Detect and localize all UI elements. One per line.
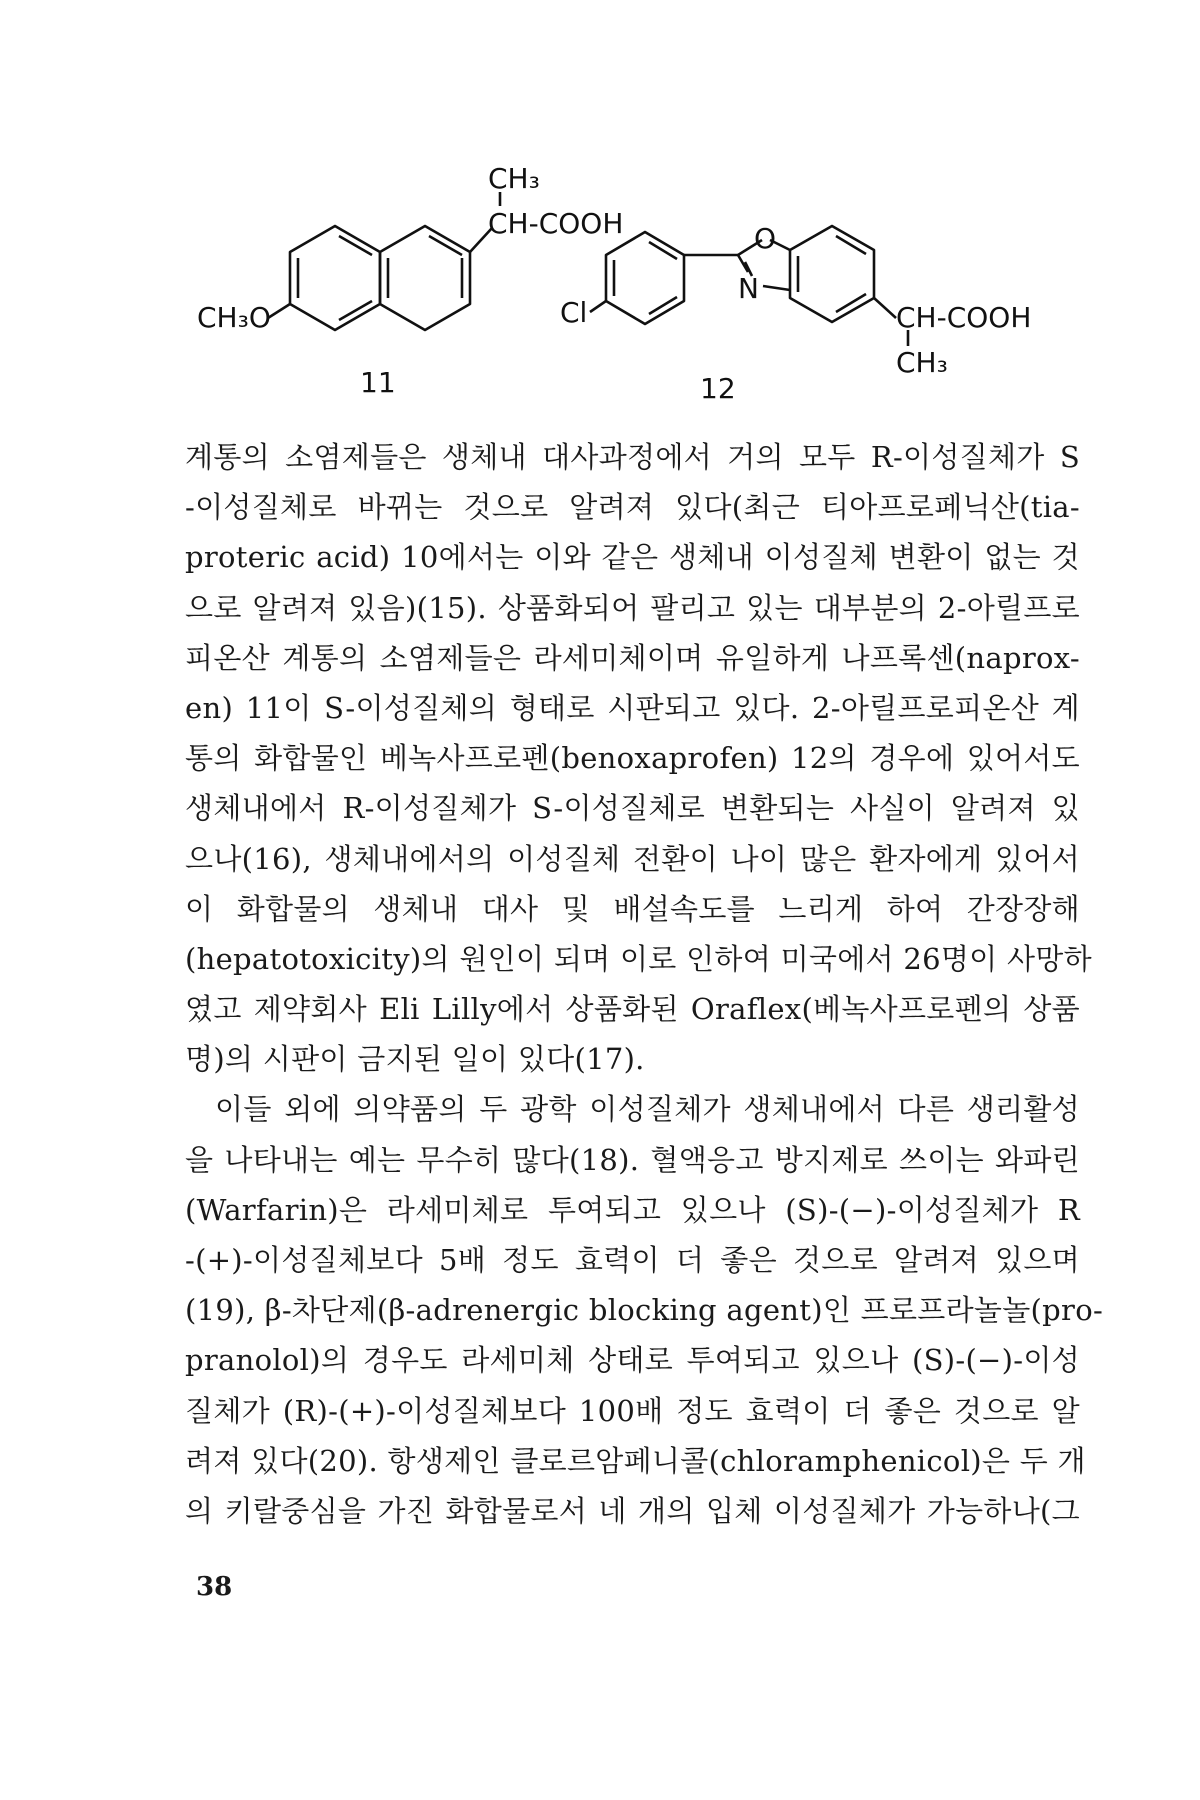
text-line: (hepatotoxicity)의 원인이 되며 이로 인하여 미국에서 26명이 사망하 (185, 941, 1092, 976)
compound-12-cl: Cl (560, 296, 588, 329)
paragraph-1 (185, 432, 1092, 1084)
compound-11-label: 11 (360, 366, 396, 399)
compound-11-structure (197, 162, 623, 399)
text-line: 피온산 계통의 소염제들은 라세미체이며 유일하게 나프록센(naprox- (185, 640, 1080, 675)
text-line: 의 키랄중심을 가진 화합물로서 네 개의 입체 이성질체가 가능하나(그 (185, 1493, 1080, 1528)
compound-11-ch-cooh: CH-COOH (488, 207, 624, 240)
text-line: 생체내에서 R-이성질체가 S-이성질체로 변환되는 사실이 알려져 있 (185, 791, 1080, 826)
text-line: (Warfarin)은 라세미체로 투여되고 있으나 (S)-(−)-이성질체가 R (185, 1192, 1080, 1227)
text-line: 이 화합물의 생체내 대사 및 배설속도를 느리게 하여 간장장해 (185, 891, 1080, 926)
text-line: 을 나타내는 예는 무수히 많다(18). 혈액응고 방지제로 쓰이는 와파린 (185, 1142, 1080, 1177)
compound-12-label: 12 (700, 372, 736, 405)
text-line: 통의 화합물인 베녹사프로펜(benoxaprofen) 12의 경우에 있어서도 (185, 741, 1080, 776)
text-line: 계통의 소염제들은 생체내 대사과정에서 거의 모두 R-이성질체가 S (185, 440, 1080, 474)
text-line: 으로 알려져 있음)(15). 상품화되어 팔리고 있는 대부분의 2-아릴프로 (185, 590, 1080, 625)
paragraph-2 (185, 1084, 1104, 1536)
compound-11-ch3-top: CH₃ (488, 162, 540, 195)
text-line: pranolol)의 경우도 라세미체 상태로 투여되고 있으나 (S)-(−)-이성 (185, 1343, 1080, 1378)
text-line: (19), β-차단제(β-adrenergic blocking agent)인 프로프라놀놀(pro- (185, 1293, 1104, 1328)
text-line: 으나(16), 생체내에서의 이성질체 전환이 나이 많은 환자에게 있어서 (185, 841, 1080, 876)
page-number: 38 (196, 1572, 233, 1602)
compound-12-ch-cooh: CH-COOH (896, 301, 1032, 334)
text-line: 명)의 시판이 금지된 일이 있다(17). (185, 1042, 645, 1077)
text-line: proteric acid) 10에서는 이와 같은 생체내 이성질체 변환이 없는 것 (185, 540, 1080, 575)
compound-12-nitrogen: N (738, 272, 759, 305)
text-line: 이들 외에 의약품의 두 광학 이성질체가 생체내에서 다른 생리활성 (215, 1092, 1080, 1127)
text-line: 려져 있다(20). 항생제인 클로르암페니콜(chloramphenicol)은 두 개 (185, 1443, 1086, 1478)
compound-12-ch3-bottom: CH₃ (896, 346, 948, 379)
text-line: 였고 제약회사 Eli Lilly에서 상품화된 Oraflex(베녹사프로펜의 상품 (185, 992, 1080, 1027)
text-line: 질체가 (R)-(+)-이성질체보다 100배 정도 효력이 더 좋은 것으로 알 (185, 1393, 1080, 1428)
text-line: -이성질체로 바뀌는 것으로 알려져 있다(최근 티아프로페닉산(tia- (185, 490, 1080, 525)
compound-12-oxygen: O (754, 222, 777, 255)
compound-12-structure (560, 222, 1031, 405)
text-line: en) 11이 S-이성질체의 형태로 시판되고 있다. 2-아릴프로피온산 계 (185, 690, 1080, 725)
compound-11-ch3o: CH₃O (197, 301, 271, 334)
body-text (185, 432, 1104, 1536)
text-line: -(+)-이성질체보다 5배 정도 효력이 더 좋은 것으로 알려져 있으며 (185, 1243, 1080, 1277)
chemical-structures-figure (0, 0, 1200, 420)
